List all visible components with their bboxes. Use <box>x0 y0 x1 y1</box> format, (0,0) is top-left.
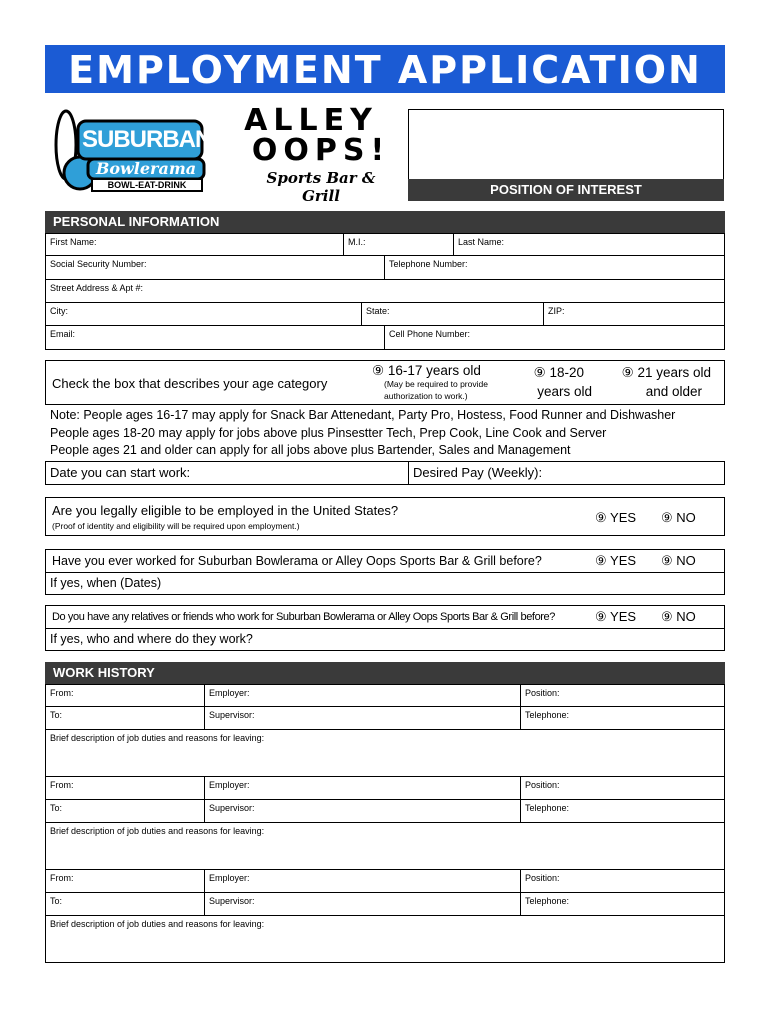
eligibility-note: (Proof of identity and eligibility will be required upon employment.) <box>52 521 300 531</box>
last-name-field[interactable]: Last Name: <box>453 234 723 255</box>
eligibility-no-checkbox[interactable]: ⑨ NO <box>661 510 696 525</box>
relatives-who-row <box>45 629 725 651</box>
relatives-yes-checkbox[interactable]: ⑨ YES <box>595 609 637 624</box>
wh1-employer-field[interactable]: Employer: <box>204 685 520 706</box>
wh3-brief-field[interactable]: Brief description of job duties and reasons for leaving: <box>50 919 265 929</box>
name-row <box>45 233 725 256</box>
alley-oops-logo-line2: OOPS! <box>251 133 391 168</box>
age-16-17-note-1: (May be required to provide <box>384 379 488 389</box>
wh2-employer-field[interactable]: Employer: <box>204 777 520 799</box>
age-category-prompt: Check the box that describes your age category <box>52 376 328 391</box>
personal-info-header: PERSONAL INFORMATION <box>45 211 725 233</box>
worked-before-yes-checkbox[interactable]: ⑨ YES <box>595 553 637 568</box>
start-pay-row <box>45 461 725 485</box>
worked-before-question: Have you ever worked for Suburban Bowlerama or Alley Oops Sports Bar & Grill before? <box>52 554 542 568</box>
wh1-brief-row <box>45 730 725 777</box>
eligibility-question: Are you legally eligible to be employed in the United States? <box>52 503 399 518</box>
wh1-brief-field[interactable]: Brief description of job duties and reasons for leaving: <box>50 733 265 743</box>
age-16-17-note-2: authorization to work.) <box>384 391 468 401</box>
age-note-2: People ages 18-20 may apply for jobs above plus Pinsestter Tech, Prep Cook, Line Cook and Server <box>50 426 607 440</box>
wh2-from-field[interactable]: From: <box>50 780 74 790</box>
wh1-from-field[interactable]: From: <box>50 688 74 698</box>
wh3-position-field[interactable]: Position: <box>520 870 724 892</box>
wh1-to-field[interactable]: To: <box>50 710 63 720</box>
wh2-position-field[interactable]: Position: <box>520 777 724 799</box>
alley-oops-logo <box>236 103 396 205</box>
age-16-17-checkbox[interactable]: ⑨ 16-17 years old <box>372 363 481 378</box>
wh1-to-row <box>45 707 725 730</box>
first-name-field[interactable]: First Name: <box>50 237 97 247</box>
relatives-who-field[interactable]: If yes, who and where do they work? <box>50 632 253 646</box>
ssn-row <box>45 256 725 280</box>
age-21-plus-checkbox[interactable]: ⑨ 21 years old <box>621 365 711 380</box>
telephone-field[interactable]: Telephone Number: <box>384 256 724 279</box>
eligibility-yes-checkbox[interactable]: ⑨ YES <box>595 510 637 525</box>
city-field[interactable]: City: <box>50 306 68 316</box>
wh3-to-field[interactable]: To: <box>50 896 63 906</box>
bowlerama-logo-tagline: BOWL-EAT-DRINK <box>107 180 187 190</box>
street-field[interactable]: Street Address & Apt #: <box>50 283 144 293</box>
ssn-field[interactable]: Social Security Number: <box>50 259 147 269</box>
state-field[interactable]: State: <box>361 303 543 325</box>
wh2-to-row <box>45 800 725 823</box>
wh3-from-field[interactable]: From: <box>50 873 74 883</box>
wh2-from-row <box>45 777 725 800</box>
zip-field[interactable]: ZIP: <box>543 303 724 325</box>
page-title: EMPLOYMENT APPLICATION <box>45 45 725 93</box>
wh3-supervisor-field[interactable]: Supervisor: <box>204 893 520 915</box>
age-note-3: People ages 21 and older can apply for all jobs above plus Bartender, Sales and Management <box>50 443 571 457</box>
wh3-brief-row <box>45 916 725 963</box>
worked-before-box <box>45 549 725 573</box>
city-row <box>45 303 725 326</box>
wh2-brief-row <box>45 823 725 870</box>
start-date-field[interactable]: Date you can start work: <box>50 465 191 480</box>
relatives-no-checkbox[interactable]: ⑨ NO <box>661 609 696 624</box>
cell-phone-field[interactable]: Cell Phone Number: <box>384 326 724 349</box>
wh3-telephone-field[interactable]: Telephone: <box>520 893 724 915</box>
age-21-plus-label: and older <box>645 384 702 399</box>
alley-oops-logo-line1: ALLEY <box>244 103 378 138</box>
age-note-1: Note: People ages 16-17 may apply for Snack Bar Attenedant, Party Pro, Hostess, Food Runner and Dishwasher <box>50 408 676 422</box>
wh3-from-row <box>45 870 725 893</box>
bowlerama-logo-line2: Bowlerama <box>95 159 197 178</box>
mi-field[interactable]: M.I.: <box>343 234 453 255</box>
worked-before-dates-field[interactable]: If yes, when (Dates) <box>50 576 162 590</box>
wh2-supervisor-field[interactable]: Supervisor: <box>204 800 520 822</box>
age-category-box <box>45 360 725 405</box>
bowlerama-logo-line1: SUBURBAN <box>82 126 212 153</box>
suburban-bowlerama-logo <box>52 105 212 195</box>
alley-oops-logo-tagline: Sports Bar & Grill <box>266 169 376 205</box>
email-field[interactable]: Email: <box>50 329 76 339</box>
age-18-20-label: years old <box>537 384 592 399</box>
wh1-from-row <box>45 684 725 707</box>
wh1-supervisor-field[interactable]: Supervisor: <box>204 707 520 729</box>
worked-before-no-checkbox[interactable]: ⑨ NO <box>661 553 696 568</box>
wh1-position-field[interactable]: Position: <box>520 685 724 706</box>
position-of-interest-label: POSITION OF INTEREST <box>408 179 724 201</box>
age-18-20-checkbox[interactable]: ⑨ 18-20 <box>533 365 584 380</box>
wh3-to-row <box>45 893 725 916</box>
wh3-employer-field[interactable]: Employer: <box>204 870 520 892</box>
wh2-telephone-field[interactable]: Telephone: <box>520 800 724 822</box>
relatives-box <box>45 605 725 629</box>
eligibility-box <box>45 497 725 536</box>
desired-pay-field[interactable]: Desired Pay (Weekly): <box>408 462 724 484</box>
street-row <box>45 280 725 303</box>
relatives-question: Do you have any relatives or friends who work for Suburban Bowlerama or Alley Oops Sports Bar & Grill before? <box>52 611 555 623</box>
work-history-header: WORK HISTORY <box>45 662 725 684</box>
wh2-brief-field[interactable]: Brief description of job duties and reasons for leaving: <box>50 826 265 836</box>
wh2-to-field[interactable]: To: <box>50 803 63 813</box>
wh1-telephone-field[interactable]: Telephone: <box>520 707 724 729</box>
email-row <box>45 326 725 350</box>
worked-before-dates-row <box>45 573 725 595</box>
